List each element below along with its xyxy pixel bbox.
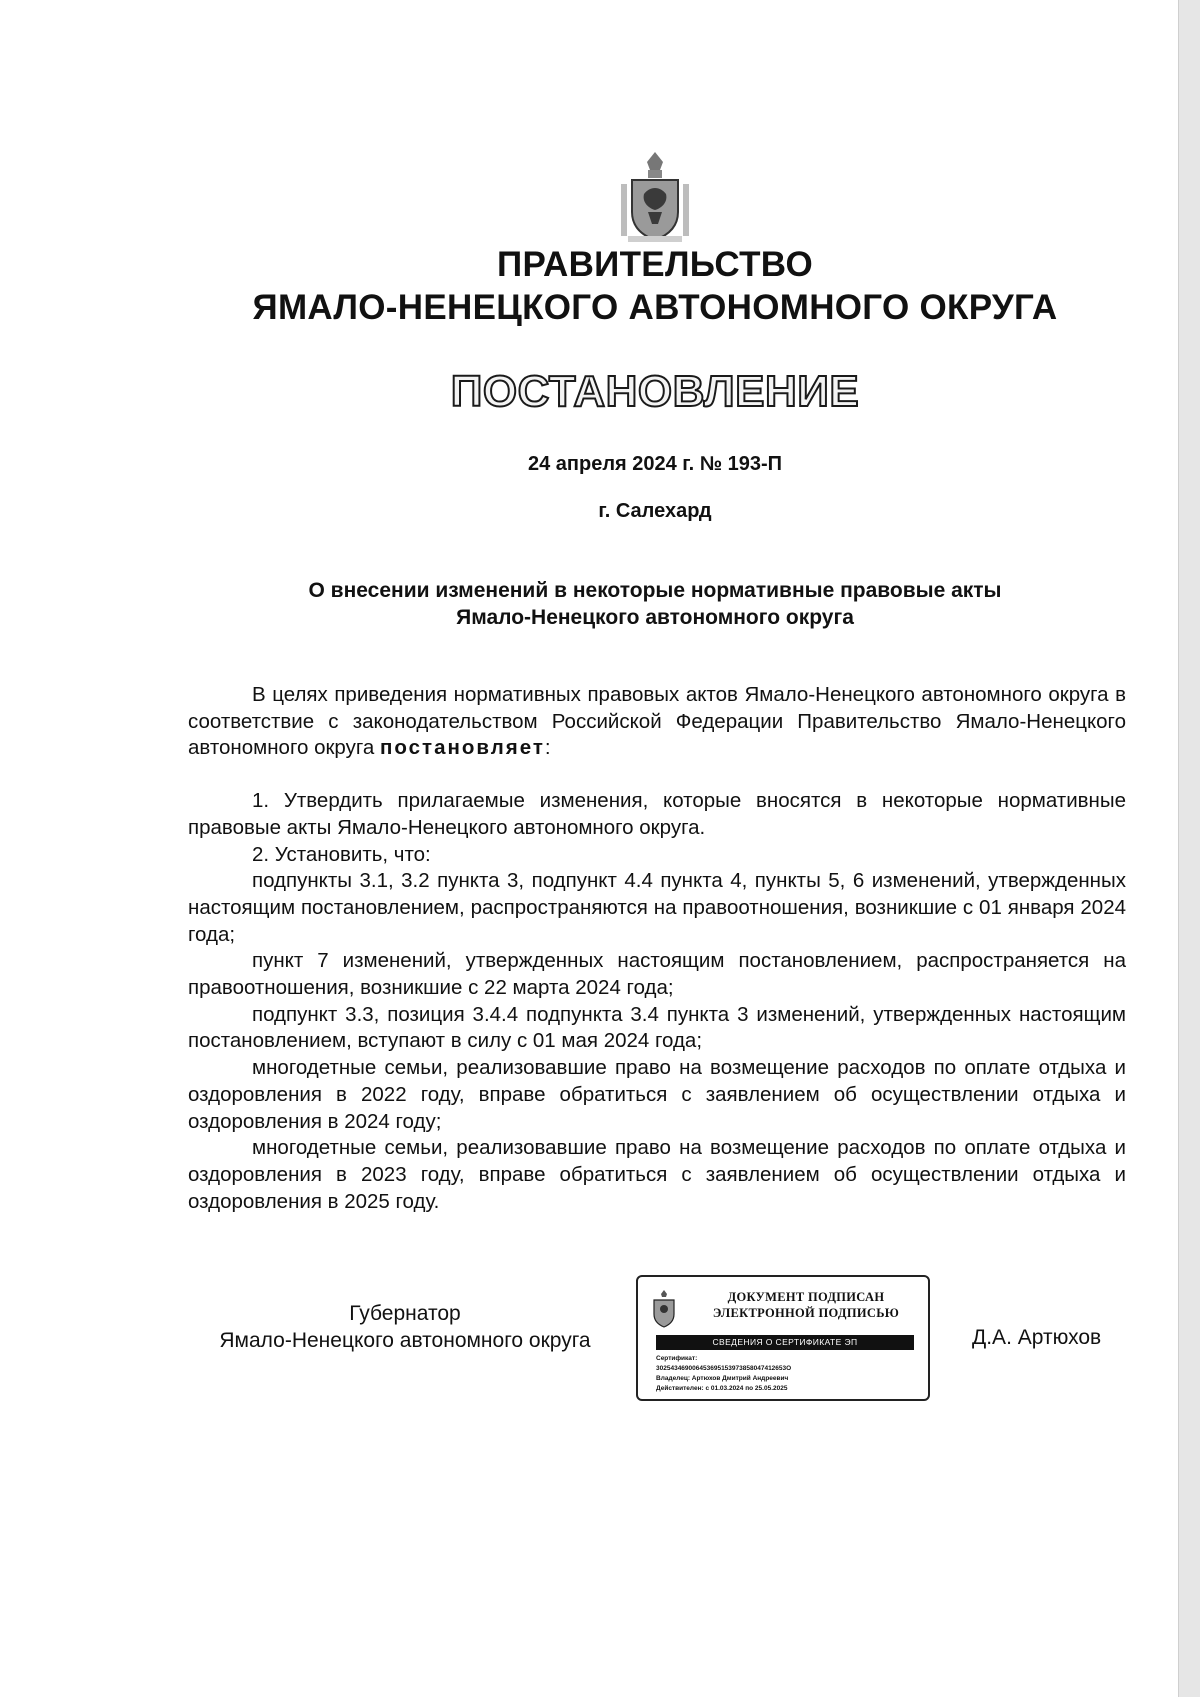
stamp-title xyxy=(696,1289,916,1321)
position-line2: Ямало-Ненецкого автономного округа xyxy=(219,1329,591,1352)
certificate-validity: Действителен: с 01.03.2024 по 25.05.2025 xyxy=(656,1385,788,1392)
certificate-owner: Владелец: Артюхов Дмитрий Андреевич xyxy=(656,1375,789,1382)
city: г. Салехард xyxy=(598,500,712,522)
subject-line1: О внесении изменений в некоторые нормативные правовые акты xyxy=(308,579,1002,602)
position-line1: Губернатор xyxy=(349,1302,461,1325)
signatory-position xyxy=(180,1300,630,1354)
paragraph: пункт 7 изменений, утвержденных настоящим постановлением, распространяется на правоотношения, возникшие с 22 марта 2024 года; xyxy=(188,949,1126,1000)
paragraph: подпункт 3.3, позиция 3.4.4 подпункта 3.4 пункта 3 изменений, утвержденных настоящим постановлением, вступают в силу с 01 мая 2024 года; xyxy=(188,1002,1126,1053)
paragraph: подпункты 3.1, 3.2 пункта 3, подпункт 4.4 пункта 4, пункты 5, 6 изменений, утвержденных настоящим постановлением, распространяются на правоотношения, возникшие с 01 января 2024 года; xyxy=(188,869,1126,946)
paragraph: 2. Установить, что: xyxy=(252,842,431,866)
coat-of-arms-icon xyxy=(620,150,690,245)
subject-line2: Ямало-Ненецкого автономного округа xyxy=(456,606,854,629)
paragraph: многодетные семьи, реализовавшие право на возмещение расходов по оплате отдыха и оздоровления в 2022 году, вправе обратиться с заявлением об осуществлении отдыха и оздоровления в 2024 году; xyxy=(188,1056,1126,1133)
decree-keyword: постановляет xyxy=(380,736,545,760)
government-title-line1: ПРАВИТЕЛЬСТВО xyxy=(496,245,813,284)
stamp-title-line2: ЭЛЕКТРОННОЙ ПОДПИСЬЮ xyxy=(712,1306,900,1320)
document-type-title: ПОСТАНОВЛЕНИЕ xyxy=(450,367,860,416)
paragraph: 1. Утвердить прилагаемые изменения, которые вносятся в некоторые нормативные правовые акты Ямало-Ненецкого автономного округа. xyxy=(188,789,1126,839)
stamp-title-line1: ДОКУМЕНТ ПОДПИСАН xyxy=(727,1290,885,1304)
date-and-number: 24 апреля 2024 г. № 193-П xyxy=(527,453,783,475)
preamble-text: В целях приведения нормативных правовых актов Ямало-Ненецкого автономного округа в соответствие с законодательством Российской Федерации Правительство Ямало-Ненецкого автономного округа xyxy=(188,683,1126,760)
preamble-paragraph xyxy=(188,682,1126,762)
certificate-label: Сертификат: xyxy=(656,1355,698,1362)
certificate-number: 302543469006453695153973858047412653О xyxy=(656,1365,792,1372)
certificate-details xyxy=(656,1354,918,1394)
signatory-name: Д.А. Артюхов xyxy=(972,1326,1102,1349)
paragraph: многодетные семьи, реализовавшие право на возмещение расходов по оплате отдыха и оздоровления в 2023 году, вправе обратиться с заявлением об осуществлении отдыха и оздоровления в 2025 году. xyxy=(188,1136,1126,1213)
document-subject xyxy=(180,577,1130,631)
certificate-info-bar: СВЕДЕНИЯ О СЕРТИФИКАТЕ ЭП xyxy=(656,1335,914,1350)
coat-of-arms-icon xyxy=(650,1289,678,1329)
preamble-end: : xyxy=(544,736,551,760)
government-title-line2: ЯМАЛО-НЕНЕЦКОГО АВТОНОМНОГО ОКРУГА xyxy=(252,288,1058,327)
electronic-signature-stamp xyxy=(636,1275,930,1401)
document-body xyxy=(188,682,1126,1215)
